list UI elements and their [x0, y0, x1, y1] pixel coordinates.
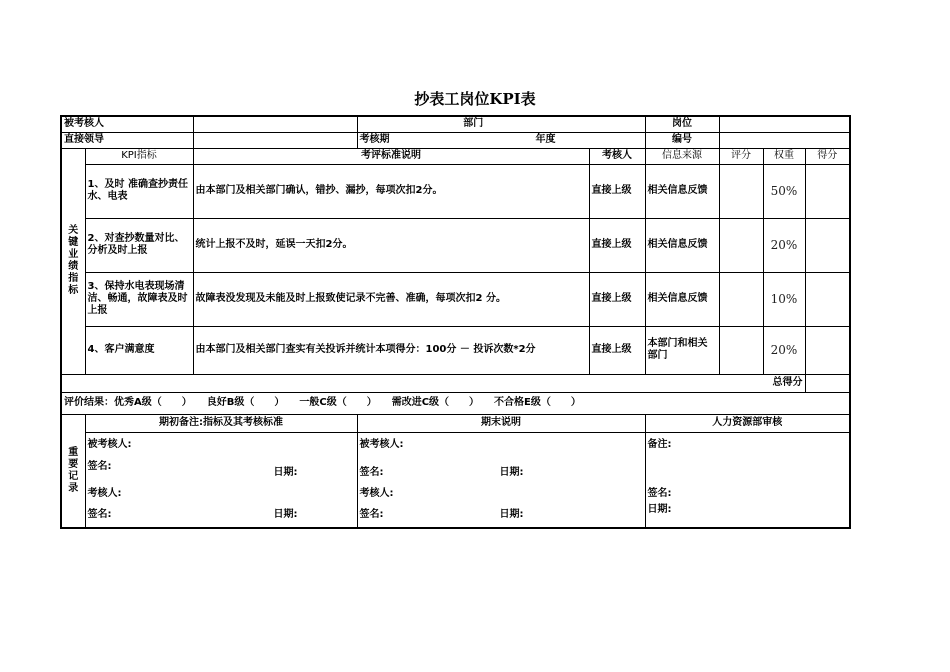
kpi-source: 相关信息反馈: [645, 272, 719, 326]
page-title: 抄表工岗位KPI表: [414, 90, 536, 108]
assessee-label: 被考核人: [61, 116, 193, 132]
dept-value[interactable]: [589, 116, 645, 132]
number-value[interactable]: [719, 132, 850, 148]
col-score: 评分: [719, 148, 763, 164]
records-body-row: [61, 432, 850, 528]
records-section-label: 重要记录: [61, 414, 85, 528]
records-col2-title: 期末说明: [357, 414, 645, 432]
period-label: 考核期: [359, 134, 390, 145]
assessee-value[interactable]: [193, 116, 357, 132]
kpi-name: 1、及时 准确查抄责任水、电表: [85, 164, 193, 218]
kpi-criteria: 故障表没发现及未能及时上报致使记录不完善、准确，每项次扣2 分。: [193, 272, 589, 326]
record-assessor-label: 考核人:: [359, 487, 394, 499]
total-row: [61, 374, 850, 392]
records-col3[interactable]: [645, 432, 850, 528]
kpi-row: [61, 326, 850, 374]
kpi-source: 相关信息反馈: [645, 218, 719, 272]
kpi-assessor: 直接上级: [589, 272, 645, 326]
record-date-label: 日期:: [273, 466, 298, 478]
evaluation-row: [61, 392, 850, 414]
total-label: 总得分: [61, 374, 805, 392]
kpi-criteria: 由本部门及相关部门查实有关投诉并统计本项得分：100分 － 投诉次数*2分: [193, 326, 589, 374]
records-col3-title: 人力资源部审核: [645, 414, 850, 432]
record-sign-label: 签名:: [87, 460, 112, 472]
kpi-row: [61, 218, 850, 272]
record-assessor-label: 考核人:: [87, 487, 122, 499]
year-label: 年度: [535, 134, 556, 145]
kpi-name: 3、保持水电表现场清洁、畅通，故障表及时上报: [85, 272, 193, 326]
number-label: 编号: [645, 132, 719, 148]
kpi-criteria: 统计上报不及时，延误一天扣2分。: [193, 218, 589, 272]
col-source: 信息来源: [645, 148, 719, 164]
kpi-source: 本部门和相关部门: [645, 326, 719, 374]
evaluation-text: 评价结果：优秀A级（ ） 良好B级（ ） 一般C级（ ） 需改进C级（ ） 不合格E级（ ）: [61, 392, 850, 414]
kpi-table: [60, 115, 851, 529]
col-assessor: 考核人: [589, 148, 645, 164]
kpi-weight: 10%: [763, 272, 805, 326]
records-col1[interactable]: [85, 432, 357, 528]
record-sign-label: 签名:: [647, 487, 672, 499]
kpi-result[interactable]: [805, 272, 850, 326]
kpi-result[interactable]: [805, 326, 850, 374]
total-value[interactable]: [805, 374, 850, 392]
kpi-assessor: 直接上级: [589, 218, 645, 272]
record-sign-label: 签名:: [87, 508, 112, 520]
dept-label: 部门: [357, 116, 589, 132]
col-result: 得分: [805, 148, 850, 164]
kpi-name: 4、客户满意度: [85, 326, 193, 374]
records-header-row: [61, 414, 850, 432]
record-remark-label: 备注:: [647, 438, 672, 450]
col-criteria: 考评标准说明: [193, 148, 589, 164]
record-assessee-label: 被考核人:: [359, 438, 404, 450]
column-header-row: [61, 148, 850, 164]
record-date-label: 日期:: [499, 508, 524, 520]
kpi-weight: 20%: [763, 326, 805, 374]
kpi-weight: 50%: [763, 164, 805, 218]
leader-value[interactable]: [193, 132, 357, 148]
kpi-score[interactable]: [719, 164, 763, 218]
kpi-name: 2、对查抄数量对比、分析及时上报: [85, 218, 193, 272]
record-date-label: 日期:: [273, 508, 298, 520]
record-sign-label: 签名:: [359, 466, 384, 478]
kpi-score[interactable]: [719, 218, 763, 272]
kpi-criteria: 由本部门及相关部门确认，错抄、漏抄，每项次扣2分。: [193, 164, 589, 218]
kpi-section-label: 关键业绩指标: [61, 148, 85, 374]
kpi-row: [61, 272, 850, 326]
header-row-1: [61, 116, 850, 132]
col-kpi: KPI指标: [85, 148, 193, 164]
record-date-label: 日期:: [647, 503, 672, 515]
kpi-score[interactable]: [719, 326, 763, 374]
record-sign-label: 签名:: [359, 508, 384, 520]
col-weight: 权重: [763, 148, 805, 164]
header-row-2: [61, 132, 850, 148]
kpi-assessor: 直接上级: [589, 326, 645, 374]
kpi-score[interactable]: [719, 272, 763, 326]
leader-label: 直接领导: [61, 132, 193, 148]
kpi-source: 相关信息反馈: [645, 164, 719, 218]
record-date-label: 日期:: [499, 466, 524, 478]
record-assessee-label: 被考核人:: [87, 438, 132, 450]
records-col1-title: 期初备注:指标及其考核标准: [85, 414, 357, 432]
kpi-result[interactable]: [805, 218, 850, 272]
kpi-weight: 20%: [763, 218, 805, 272]
position-label: 岗位: [645, 116, 719, 132]
records-col2[interactable]: [357, 432, 645, 528]
period-cell[interactable]: [357, 132, 645, 148]
kpi-row: [61, 164, 850, 218]
kpi-result[interactable]: [805, 164, 850, 218]
position-value[interactable]: [719, 116, 850, 132]
kpi-assessor: 直接上级: [589, 164, 645, 218]
